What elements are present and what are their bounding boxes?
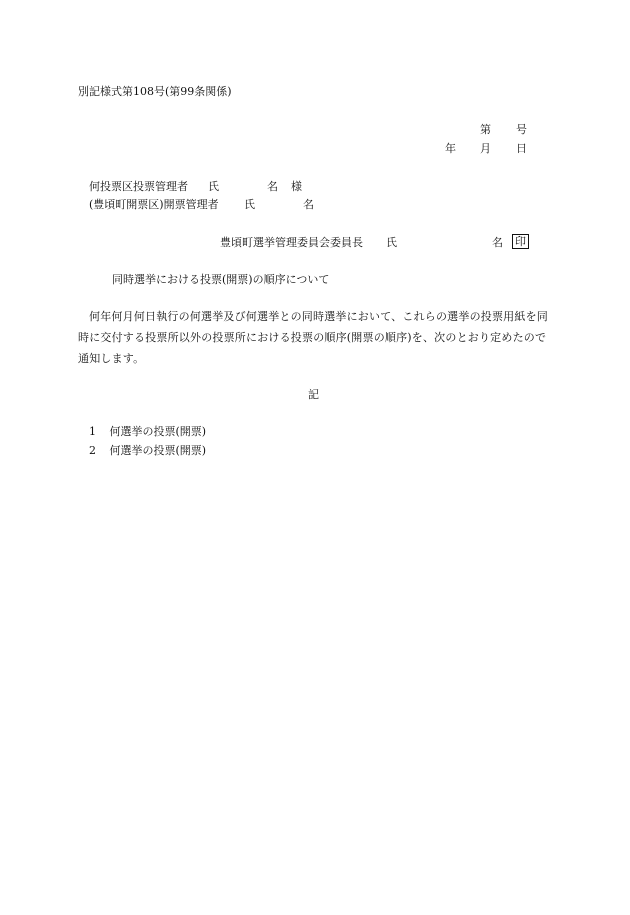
list-item-number: 2 (89, 444, 96, 457)
addressee-1-shi: 氏 (208, 180, 219, 193)
body-paragraph: 何年何月何日執行の何選挙及び何選挙との同時選挙において、これらの選挙の投票用紙を同時に交付する投票所以外の投票所における投票の順序(開票の順序)を、次のとおり定めたので通知します。 (78, 310, 548, 365)
subject-line: 同時選挙における投票(開票)の順序について (112, 273, 330, 286)
sender-shi: 氏 (386, 236, 397, 249)
list-item (89, 426, 206, 437)
sender-title: 豊頃町選挙管理委員会委員長 (220, 236, 363, 249)
list-item-number: 1 (89, 425, 96, 438)
addressee-2-title: (豊頃町開票区)開票管理者 (89, 198, 219, 211)
date-month: 月 (480, 142, 491, 155)
seal-label: 印 (512, 234, 529, 249)
list-item-text: 何選挙の投票(開票) (109, 425, 207, 438)
ki-heading: 記 (308, 388, 319, 401)
list-item (89, 445, 206, 456)
addressee-2-shi: 氏 (244, 198, 255, 211)
date-day: 日 (516, 142, 527, 155)
seal-mark (512, 234, 529, 249)
number-gou: 号 (516, 123, 527, 136)
addressee-1-sama: 様 (291, 180, 302, 193)
sender-mei: 名 (492, 236, 503, 249)
number-dai: 第 (480, 123, 491, 136)
addressee-1-mei: 名 (267, 180, 278, 193)
addressee-1-title: 何投票区投票管理者 (89, 180, 188, 193)
addressee-2-mei: 名 (303, 198, 314, 211)
list-item-text: 何選挙の投票(開票) (109, 444, 207, 457)
date-year: 年 (445, 142, 456, 155)
form-label: 別記様式第108号(第99条関係) (78, 85, 232, 98)
